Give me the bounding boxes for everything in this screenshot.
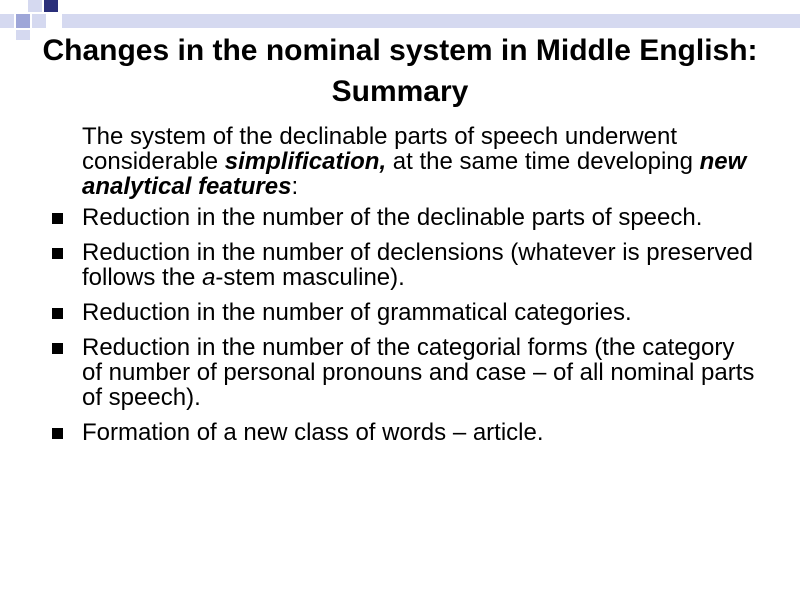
deco-square <box>32 14 46 28</box>
list-item <box>48 205 760 230</box>
bullet-italic-text: a <box>202 264 216 291</box>
square-bullet-icon <box>52 343 63 354</box>
list-item <box>48 420 760 445</box>
list-item <box>48 300 760 325</box>
slide-body <box>48 124 760 455</box>
header-band <box>62 14 800 28</box>
deco-square <box>0 14 14 28</box>
square-bullet-icon <box>52 248 63 259</box>
bullet-text: Reduction in the number of the categorial forms (the category of number of personal pronouns and case – of all nominal parts of speech). <box>82 334 755 411</box>
square-bullet-icon <box>52 213 63 224</box>
bullet-text: Reduction in the number of grammatical categories. <box>82 299 632 326</box>
deco-square <box>16 30 30 40</box>
square-bullet-icon <box>52 428 63 439</box>
bullet-text: Reduction in the number of declensions (whatever is preserved follows the <box>82 239 754 291</box>
intro-text: : <box>291 173 299 200</box>
square-bullet-icon <box>52 308 63 319</box>
intro-text: at the same time developing <box>386 148 700 175</box>
emphasis-new-analytical-features: new analytical features <box>82 148 747 200</box>
deco-square <box>28 0 42 12</box>
deco-square <box>44 0 58 12</box>
intro-paragraph <box>48 124 760 199</box>
bullet-text: -stem masculine). <box>215 264 405 291</box>
list-item <box>48 240 760 290</box>
intro-text: The system of the declinable parts of speech underwent considerable <box>82 123 678 175</box>
deco-square <box>16 14 30 28</box>
bullet-text: Formation of a new class of words – article. <box>82 419 544 446</box>
bullet-list <box>48 205 760 445</box>
bullet-text: Reduction in the number of the declinable parts of speech. <box>82 204 703 231</box>
emphasis-simplification: simplification, <box>224 148 387 175</box>
list-item <box>48 335 760 410</box>
slide-title: Changes in the nominal system in Middle English: Summary <box>42 34 758 108</box>
